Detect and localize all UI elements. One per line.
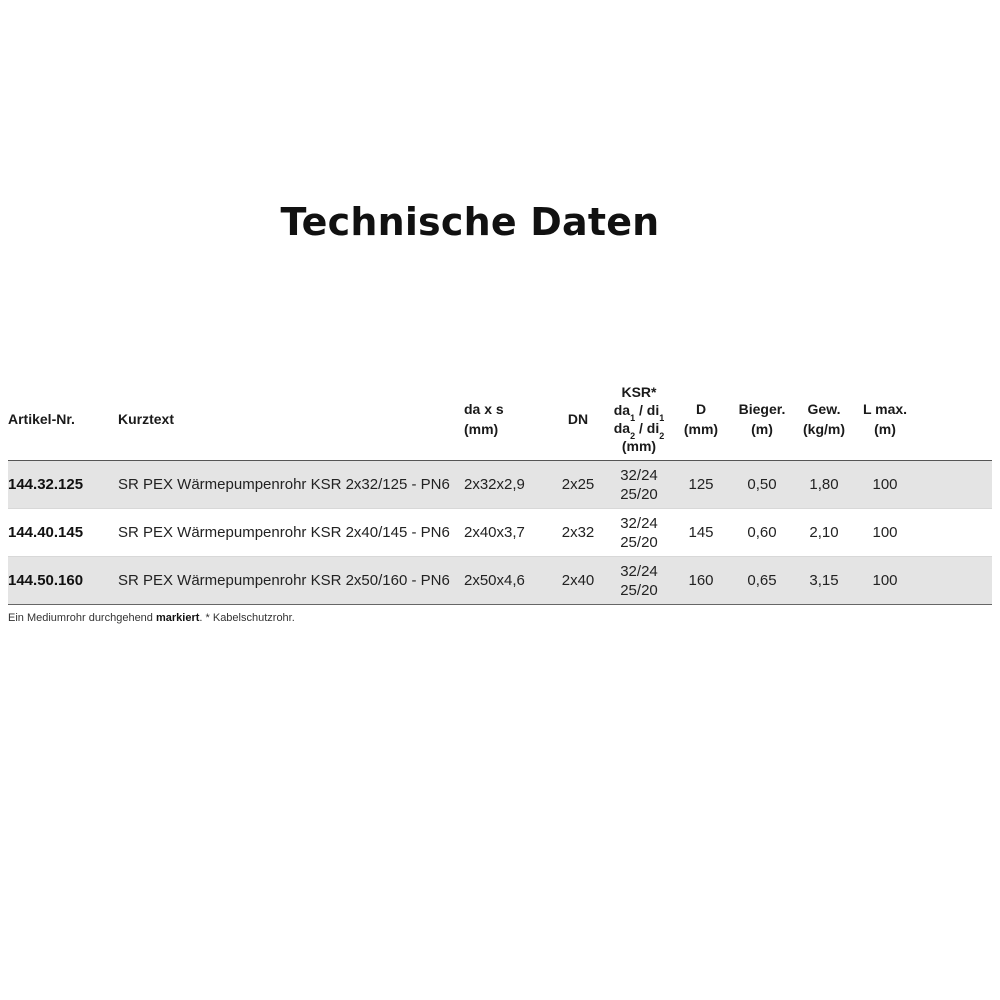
page-title: Technische Daten — [280, 200, 660, 244]
bieger-value: 0,60 — [747, 524, 777, 541]
bieger-value: 0,50 — [747, 476, 777, 493]
header-gew: Gew. (kg/m) — [803, 401, 845, 437]
d-value: 125 — [688, 476, 714, 493]
artikel-nr: 144.40.145 — [8, 524, 84, 541]
da-x-s-value: 2x50x4,6 — [464, 572, 525, 589]
dn-value: 2x25 — [561, 476, 595, 493]
gew-value: 1,80 — [809, 476, 839, 493]
gew-value: 3,15 — [809, 572, 839, 589]
table-row — [8, 557, 992, 605]
kurztext: SR PEX Wärmepumpenrohr KSR 2x50/160 - PN6 — [118, 572, 450, 589]
kurztext: SR PEX Wärmepumpenrohr KSR 2x32/125 - PN6 — [118, 476, 450, 493]
header-dn: DN — [567, 411, 589, 427]
lmax-value: 100 — [872, 524, 898, 541]
d-value: 145 — [688, 524, 714, 541]
dn-value: 2x32 — [561, 524, 595, 541]
technical-data-table — [8, 378, 992, 605]
da-x-s-value: 2x40x3,7 — [464, 524, 525, 541]
dn-value: 2x40 — [561, 572, 595, 589]
header-bieger: Bieger. (m) — [738, 401, 786, 437]
d-value: 160 — [688, 572, 714, 589]
table-row — [8, 509, 992, 557]
header-da-x-s: da x s (mm) — [464, 401, 504, 437]
footnote: Ein Mediumrohr durchgehend markiert. * Kabelschutzrohr. — [8, 612, 295, 624]
kurztext: SR PEX Wärmepumpenrohr KSR 2x40/145 - PN6 — [118, 524, 450, 541]
header-lmax: L max. (m) — [862, 401, 908, 437]
lmax-value: 100 — [872, 572, 898, 589]
gew-value: 2,10 — [809, 524, 839, 541]
table-row — [8, 461, 992, 509]
header-kurztext: Kurztext — [118, 411, 175, 427]
header-d: D (mm) — [683, 401, 719, 437]
ksr-value: 32/24 25/20 — [620, 562, 658, 599]
da-x-s-value: 2x32x2,9 — [464, 476, 525, 493]
bieger-value: 0,65 — [747, 572, 777, 589]
header-artikel: Artikel-Nr. — [8, 411, 75, 427]
ksr-value: 32/24 25/20 — [620, 514, 658, 551]
table-header — [8, 378, 992, 461]
header-ksr: KSR* $da_1 / di_1$ $da_2 / di_2$ (mm) — [613, 384, 665, 454]
artikel-nr: 144.32.125 — [8, 476, 84, 493]
artikel-nr: 144.50.160 — [8, 572, 84, 589]
lmax-value: 100 — [872, 476, 898, 493]
ksr-value: 32/24 25/20 — [620, 466, 658, 503]
